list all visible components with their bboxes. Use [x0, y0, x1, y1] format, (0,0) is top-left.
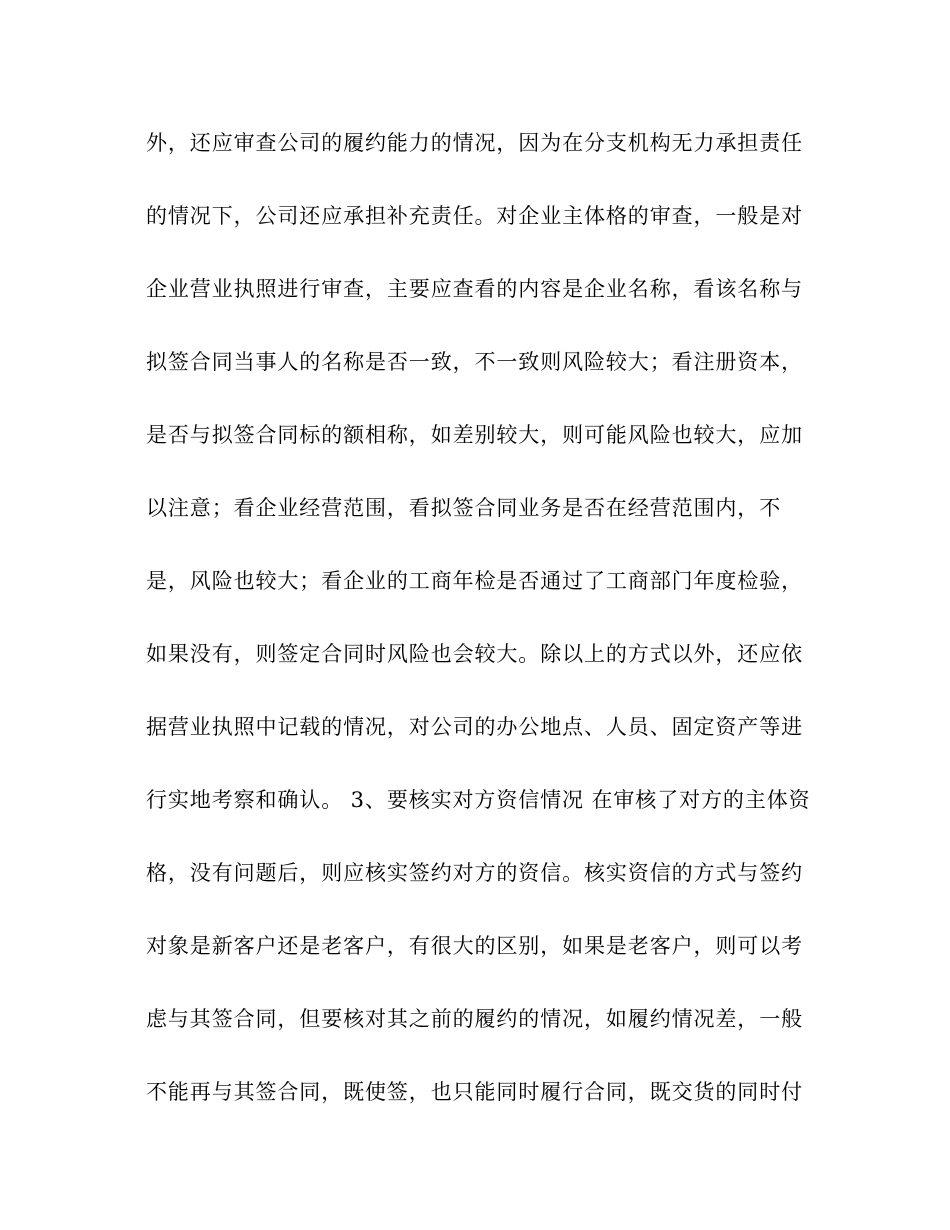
text-line: 虑与其签合同，但要核对其之前的履约的情况，如履约情况差，一般	[146, 1007, 803, 1031]
text-line: 拟签合同当事人的名称是否一致，不一致则风险较大；看注册资本，	[146, 350, 803, 374]
text-line: 外，还应审查公司的履约能力的情况，因为在分支机构无力承担责任	[146, 131, 803, 155]
text-line: 的情况下，公司还应承担补充责任。对企业主体格的审查，一般是对	[146, 204, 803, 228]
text-line: 行实地考察和确认。 3、要核实对方资信情况 在审核了对方的主体资	[146, 788, 811, 812]
text-line: 是，风险也较大；看企业的工商年检是否通过了工商部门年度检验，	[146, 569, 803, 593]
text-line: 不能再与其签合同，既使签，也只能同时履行合同，既交货的同时付	[146, 1080, 803, 1104]
text-line: 以注意；看企业经营范围，看拟签合同业务是否在经营范围内，不	[146, 496, 782, 520]
text-line: 如果没有，则签定合同时风险也会较大。除以上的方式以外，还应依	[146, 642, 803, 666]
text-line: 是否与拟签合同标的额相称，如差别较大，则可能风险也较大，应加	[146, 423, 803, 447]
text-line: 企业营业执照进行审查，主要应查看的内容是企业名称，看该名称与	[146, 277, 803, 301]
text-line: 据营业执照中记载的情况，对公司的办公地点、人员、固定资产等进	[146, 715, 803, 739]
text-line: 格，没有问题后，则应核实签约对方的资信。核实资信的方式与签约	[146, 861, 803, 885]
text-line: 对象是新客户还是老客户，有很大的区别，如果是老客户，则可以考	[146, 934, 803, 958]
body-text	[146, 121, 816, 1143]
